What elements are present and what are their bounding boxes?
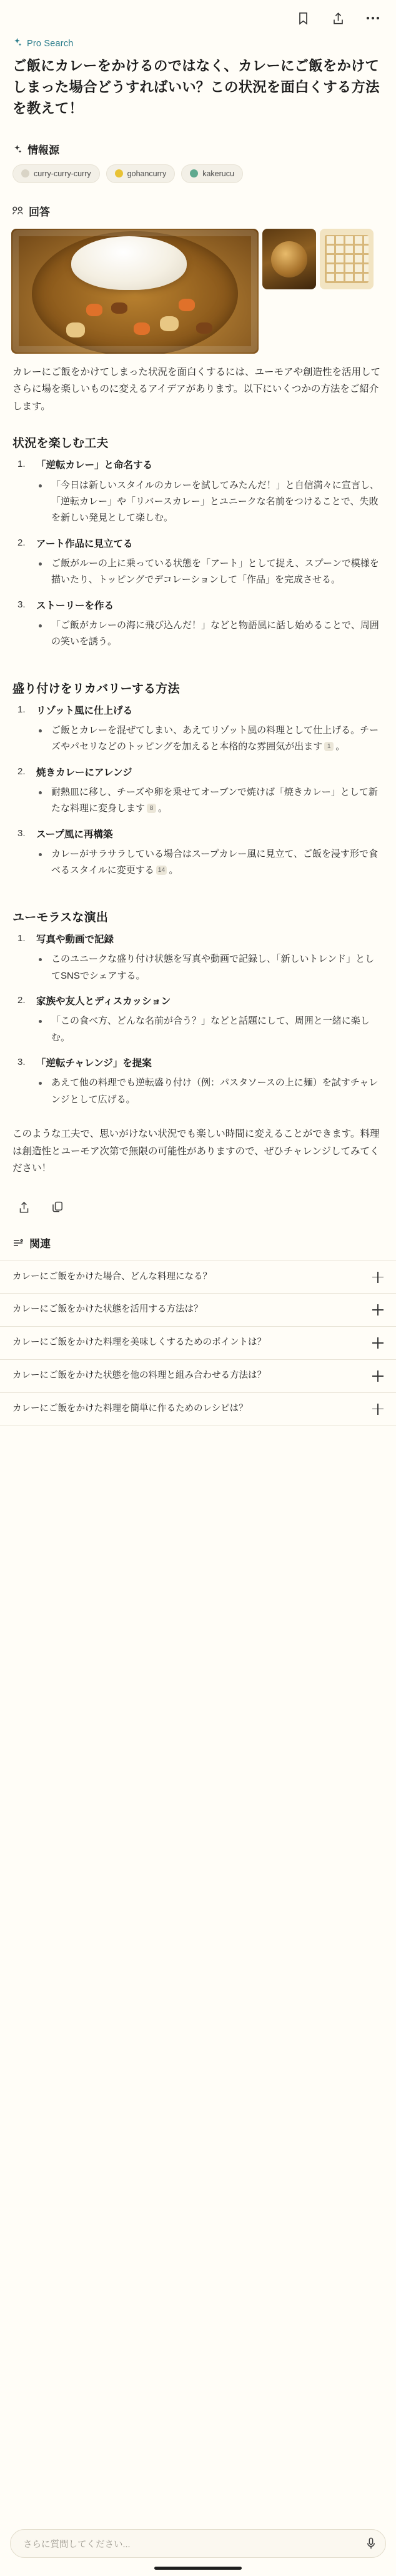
list-item [12,827,384,879]
related-question-item[interactable] [0,1293,396,1326]
answer-intro-paragraph: カレーにご飯をかけてしまった状況を面白くするには、ユーモアや創造性を活用してさらに場を楽しいものに変えるアイデアがあります。以下にいくつかの方法をご紹介します。 [12,366,381,412]
section-heading-2: 盛り付けをリカバリーする方法 [12,682,180,696]
plus-icon[interactable] [372,1272,384,1283]
step-title: 「逆転カレー」と命名する [36,460,153,471]
plus-icon[interactable] [372,1404,384,1415]
citation-badge[interactable]: 14 [156,866,167,875]
related-question-text: カレーにご飯をかけた場合、どんな料理になる？ [12,1271,212,1282]
step-bullets [36,846,384,879]
related-question-text: カレーにご飯をかけた料理を美味しくするためのポイントは？ [12,1337,266,1348]
source-chip[interactable] [106,164,176,183]
source-chip-label: gohancurry [127,169,167,178]
step-title: スープ風に再構築 [36,829,113,840]
sparkle-icon [12,37,22,49]
citation-badge[interactable]: 8 [147,804,156,813]
step-bullets [36,1013,384,1046]
answer-icon [12,206,23,216]
section-heading-1: 状況を楽しむ工夫 [12,437,109,451]
curry-article-thumbnail-image[interactable] [320,229,374,289]
share-icon[interactable] [15,1199,32,1216]
list-item [36,477,384,527]
bullet-text: ご飯とカレーを混ぜてしまい、あえてリゾット風の料理として仕上げる。チーズやパセリなどのトッピングを加えると本格的な雰囲気が出ます [51,725,379,752]
step-bullets [36,784,384,817]
related-title: 関連 [29,1237,51,1250]
list-item [36,1075,384,1108]
answer-closing-paragraph: このような工夫で、思いがけない状況でも楽しい時間に変えることができます。料理は創造性とユーモア次第で無限の可能性がありますので、ぜひチャレンジしてみてください！ [12,1128,380,1174]
answer-image-strip[interactable] [0,225,396,354]
home-indicator [154,2567,242,2570]
plus-icon[interactable] [372,1337,384,1349]
related-question-item[interactable] [0,1326,396,1359]
bullet-text: このユニークな盛り付け状態を写真や動画で記録し、「新しいトレンド」としてSNSでシェアする。 [51,954,375,981]
list-item: カレーがサラサラしている場合はスープカレー風に見立て、ご飯を浸す形で食べるスタイルに変更する 14 。 [36,846,384,879]
question-text: ご飯にカレーをかけるのではなく、カレーにご飯をかけてしまった場合どうすればいい？この状況を面白くする方法を教えて！ [12,58,380,117]
ask-bar [0,2520,396,2576]
list-item [36,1013,384,1046]
bullet-text: ご飯がルーの上に乗っている状態を「アート」として捉え、スプーンで模様を描いたり、トッピングでデコレーションして「作品」を完成させる。 [51,557,379,586]
plus-icon[interactable] [372,1304,384,1315]
bullet-text: あえて他の料理でも逆転盛り付け（例：パスタソースの上に麺）を試すチャレンジとして広げる。 [51,1077,379,1105]
source-chip[interactable] [12,164,100,183]
list-item [36,951,384,984]
step-title: 焼きカレーにアレンジ [36,767,132,778]
step-bullets [36,951,384,984]
step-bullets [36,617,384,651]
bullet-text: 「今日は新しいスタイルのカレーを試してみたんだ！」と自信満々に宣言し、「逆転カレー」や「リバースカレー」とユニークな名前をつけることで、失敗を新しい発見として楽しむ。 [51,479,379,524]
more-icon[interactable] [364,9,382,27]
source-favicon-icon [21,169,29,177]
related-question-text: カレーにご飯をかけた料理を簡単に作るためのレシピは？ [12,1403,248,1414]
related-question-item[interactable] [0,1261,396,1294]
sources-chip-row[interactable] [0,163,396,184]
curry-rice-plate-image[interactable] [11,229,259,354]
pro-search-badge[interactable] [0,36,396,52]
list-item: ご飯とカレーを混ぜてしまい、あえてリゾット風の料理として仕上げる。チーズやパセリなどのトッピングを加えると本格的な雰囲気が出ます 1 。 [36,722,384,756]
step-bullets [36,722,384,756]
plus-icon[interactable] [372,1370,384,1382]
pro-search-label: Pro Search [27,38,74,49]
list-item: 耐熱皿に移し、チーズや卵を乗せてオーブンで焼けば「焼きカレー」として新たな料理に変身します 8 。 [36,784,384,817]
step-title: リゾット風に仕上げる [36,705,133,716]
answer-heading [0,184,396,225]
source-chip-label: curry-curry-curry [34,169,91,178]
related-question-item[interactable] [0,1359,396,1392]
sources-heading [0,122,396,163]
source-favicon-icon [115,169,123,177]
list-item [12,704,384,756]
step-list-1 [0,452,396,650]
list-item [12,994,384,1046]
source-favicon-icon [190,169,198,177]
citation-badge[interactable]: 1 [324,742,334,751]
source-chip-label: kakerucu [202,169,234,178]
bullet-text: カレーがサラサラしている場合はスープカレー風に見立て、ご飯を浸す形で食べるスタイルに変更する [51,849,379,876]
step-bullets [36,477,384,527]
plate-rim [12,230,257,352]
list-item [36,556,384,589]
step-list-2 [0,697,396,879]
sparkle-icon [12,144,22,154]
section-heading-3: ユーモラスな演出 [12,911,109,924]
step-list-3 [0,926,396,1108]
list-item [36,617,384,651]
list-item [12,932,384,984]
step-title: アート作品に見立てる [36,538,133,549]
list-item [12,458,384,526]
list-item [12,599,384,651]
bookmark-icon[interactable] [294,9,312,27]
step-title: 写真や動画で記録 [36,934,114,945]
step-bullets [36,1075,384,1108]
bullet-text: 「この食べ方、どんな名前が合う？」などと話題にして、周囲と一緒に楽しむ。 [51,1016,370,1043]
share-icon[interactable] [329,9,347,27]
copy-icon[interactable] [49,1199,66,1216]
step-title: 「逆転チャレンジ」を提案 [36,1057,152,1069]
source-chip[interactable] [181,164,243,183]
step-title: ストーリーを作る [36,600,114,611]
related-question-list [0,1257,396,1426]
curry-thumbnail-image[interactable] [262,229,316,289]
bullet-text: 「ご飯がカレーの海に飛び込んだ！」などと物語風に話し始めることで、周囲の笑いを誘う。 [51,620,379,647]
related-question-item[interactable] [0,1392,396,1426]
answer-title: 回答 [29,206,50,218]
answer-action-row [0,1177,396,1216]
list-item [12,1056,384,1108]
bullet-text: 耐熱皿に移し、チーズや卵を乗せてオーブンで焼けば「焼きカレー」として新たな料理に変身します [51,787,378,814]
sources-title: 情報源 [27,144,59,156]
list-item [12,537,384,589]
related-icon [12,1238,24,1247]
ask-input-placeholder: さらに質問してください... [23,2539,131,2550]
related-question-text: カレーにご飯をかけた状態を活用する方法は？ [12,1304,203,1315]
microphone-icon[interactable] [367,2537,375,2550]
step-bullets [36,556,384,589]
ask-input[interactable] [10,2529,386,2558]
top-bar [0,0,396,36]
step-title: 家族や友人とディスカッション [36,996,171,1007]
related-question-text: カレーにご飯をかけた状態を他の料理と組み合わせる方法は？ [12,1370,266,1380]
related-heading [0,1216,396,1257]
list-item [12,766,384,817]
